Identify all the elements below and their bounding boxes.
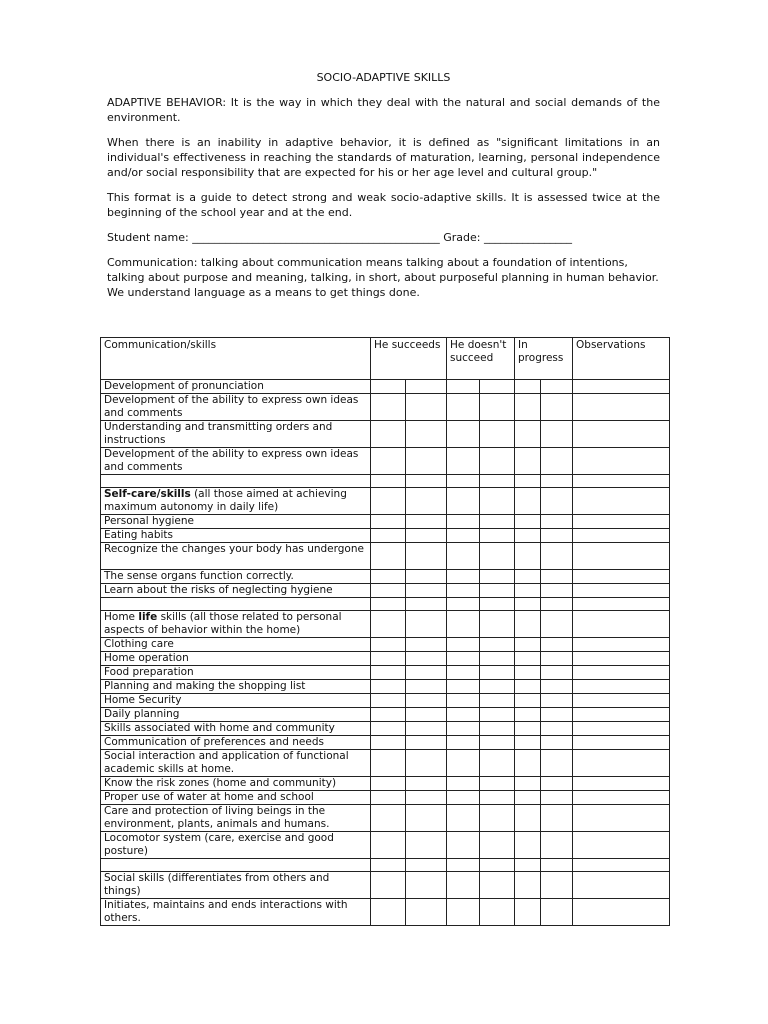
cell[interactable] bbox=[371, 872, 406, 899]
cell[interactable] bbox=[573, 543, 670, 570]
cell[interactable] bbox=[480, 899, 515, 926]
row-label: Understanding and transmitting orders and instructions bbox=[101, 421, 371, 448]
cell[interactable] bbox=[541, 584, 573, 598]
cell[interactable] bbox=[515, 475, 541, 488]
cell[interactable] bbox=[480, 652, 515, 666]
cell[interactable] bbox=[406, 680, 447, 694]
cell[interactable] bbox=[573, 394, 670, 421]
cell[interactable] bbox=[406, 666, 447, 680]
table-row-section-home bbox=[101, 611, 670, 638]
cell[interactable] bbox=[480, 791, 515, 805]
cell[interactable] bbox=[541, 515, 573, 529]
cell[interactable] bbox=[541, 777, 573, 791]
row-label: Planning and making the shopping list bbox=[101, 680, 371, 694]
header-observations: Observations bbox=[573, 338, 670, 380]
cell[interactable] bbox=[515, 488, 541, 515]
cell[interactable] bbox=[515, 736, 541, 750]
cell[interactable] bbox=[447, 543, 480, 570]
cell[interactable] bbox=[573, 899, 670, 926]
grade-blank[interactable]: ________________ bbox=[483, 231, 572, 244]
cell[interactable] bbox=[515, 805, 541, 832]
table-row-blank bbox=[101, 859, 670, 872]
cell[interactable] bbox=[447, 570, 480, 584]
cell[interactable] bbox=[447, 805, 480, 832]
cell[interactable] bbox=[515, 791, 541, 805]
cell[interactable] bbox=[371, 652, 406, 666]
cell[interactable] bbox=[371, 680, 406, 694]
cell[interactable] bbox=[573, 584, 670, 598]
cell[interactable] bbox=[573, 380, 670, 394]
cell[interactable] bbox=[480, 584, 515, 598]
section-desc-home: skills (all those related to personal aspects of behavior within the home) bbox=[104, 611, 342, 636]
cell[interactable] bbox=[406, 529, 447, 543]
cell[interactable] bbox=[406, 859, 447, 872]
cell[interactable] bbox=[541, 708, 573, 722]
cell[interactable] bbox=[515, 598, 541, 611]
cell[interactable] bbox=[573, 475, 670, 488]
cell[interactable] bbox=[573, 722, 670, 736]
cell[interactable] bbox=[447, 598, 480, 611]
cell[interactable] bbox=[573, 736, 670, 750]
cell[interactable] bbox=[480, 570, 515, 584]
cell[interactable] bbox=[371, 791, 406, 805]
cell[interactable] bbox=[541, 859, 573, 872]
cell[interactable] bbox=[480, 380, 515, 394]
cell[interactable] bbox=[371, 543, 406, 570]
cell[interactable] bbox=[406, 899, 447, 926]
row-label: Eating habits bbox=[101, 529, 371, 543]
cell[interactable] bbox=[480, 832, 515, 859]
cell[interactable] bbox=[447, 680, 480, 694]
cell[interactable] bbox=[447, 791, 480, 805]
row-label: Skills associated with home and community bbox=[101, 722, 371, 736]
cell[interactable] bbox=[371, 694, 406, 708]
cell[interactable] bbox=[515, 529, 541, 543]
section-desc-selfcare: (all those aimed at achieving maximum autonomy in daily life) bbox=[104, 488, 347, 513]
cell[interactable] bbox=[406, 570, 447, 584]
cell[interactable] bbox=[447, 750, 480, 777]
cell[interactable] bbox=[371, 708, 406, 722]
skills-table bbox=[100, 337, 670, 926]
cell[interactable] bbox=[406, 722, 447, 736]
cell[interactable] bbox=[371, 736, 406, 750]
cell[interactable] bbox=[447, 475, 480, 488]
table-row bbox=[101, 750, 670, 777]
table-row bbox=[101, 638, 670, 652]
cell[interactable] bbox=[406, 694, 447, 708]
cell[interactable] bbox=[371, 750, 406, 777]
cell[interactable] bbox=[541, 475, 573, 488]
row-label bbox=[101, 611, 371, 638]
cell[interactable] bbox=[480, 777, 515, 791]
cell[interactable] bbox=[480, 543, 515, 570]
cell[interactable] bbox=[447, 722, 480, 736]
cell[interactable] bbox=[480, 394, 515, 421]
cell[interactable] bbox=[541, 722, 573, 736]
cell[interactable] bbox=[406, 652, 447, 666]
row-label: Learn about the risks of neglecting hygiene bbox=[101, 584, 371, 598]
cell[interactable] bbox=[515, 680, 541, 694]
cell[interactable] bbox=[480, 750, 515, 777]
row-label bbox=[101, 475, 371, 488]
row-label: Locomotor system (care, exercise and good posture) bbox=[101, 832, 371, 859]
cell[interactable] bbox=[406, 421, 447, 448]
cell[interactable] bbox=[541, 380, 573, 394]
cell[interactable] bbox=[541, 570, 573, 584]
cell[interactable] bbox=[515, 722, 541, 736]
cell[interactable] bbox=[573, 832, 670, 859]
cell[interactable] bbox=[573, 611, 670, 638]
cell[interactable] bbox=[515, 750, 541, 777]
cell[interactable] bbox=[371, 777, 406, 791]
cell[interactable] bbox=[406, 750, 447, 777]
cell[interactable] bbox=[541, 543, 573, 570]
cell[interactable] bbox=[406, 598, 447, 611]
header-he-succeeds: He succeeds bbox=[371, 338, 447, 380]
table-row bbox=[101, 584, 670, 598]
row-label: Social skills (differentiates from others and things) bbox=[101, 872, 371, 899]
table-row bbox=[101, 394, 670, 421]
table-row bbox=[101, 421, 670, 448]
cell[interactable] bbox=[515, 515, 541, 529]
cell[interactable] bbox=[447, 611, 480, 638]
row-label: Daily planning bbox=[101, 708, 371, 722]
cell[interactable] bbox=[515, 872, 541, 899]
cell[interactable] bbox=[541, 791, 573, 805]
cell[interactable] bbox=[541, 598, 573, 611]
row-label: Development of the ability to express own ideas and comments bbox=[101, 394, 371, 421]
cell[interactable] bbox=[447, 421, 480, 448]
cell[interactable] bbox=[371, 515, 406, 529]
cell[interactable] bbox=[447, 394, 480, 421]
cell[interactable] bbox=[573, 666, 670, 680]
cell[interactable] bbox=[541, 805, 573, 832]
table-row bbox=[101, 680, 670, 694]
cell[interactable] bbox=[573, 791, 670, 805]
cell[interactable] bbox=[573, 708, 670, 722]
table-row bbox=[101, 791, 670, 805]
cell[interactable] bbox=[541, 488, 573, 515]
cell[interactable] bbox=[406, 584, 447, 598]
cell[interactable] bbox=[406, 475, 447, 488]
cell[interactable] bbox=[573, 515, 670, 529]
row-label: Recognize the changes your body has undergone bbox=[101, 543, 371, 570]
row-label: Personal hygiene bbox=[101, 515, 371, 529]
cell[interactable] bbox=[371, 899, 406, 926]
table-row bbox=[101, 722, 670, 736]
cell[interactable] bbox=[541, 694, 573, 708]
cell[interactable] bbox=[447, 872, 480, 899]
cell[interactable] bbox=[541, 448, 573, 475]
cell[interactable] bbox=[406, 777, 447, 791]
cell[interactable] bbox=[573, 805, 670, 832]
paragraph-format: This format is a guide to detect strong and weak socio-adaptive skills. It is assessed twice at the beginning of the school year and at the end. bbox=[107, 191, 660, 219]
cell[interactable] bbox=[371, 488, 406, 515]
cell[interactable] bbox=[515, 777, 541, 791]
cell[interactable] bbox=[447, 638, 480, 652]
cell[interactable] bbox=[371, 832, 406, 859]
cell[interactable] bbox=[371, 475, 406, 488]
cell[interactable] bbox=[573, 598, 670, 611]
student-name-blank[interactable]: _____________________________________________ bbox=[192, 231, 440, 244]
cell[interactable] bbox=[371, 666, 406, 680]
cell[interactable] bbox=[480, 736, 515, 750]
cell[interactable] bbox=[541, 394, 573, 421]
row-label: Communication of preferences and needs bbox=[101, 736, 371, 750]
cell[interactable] bbox=[371, 394, 406, 421]
cell[interactable] bbox=[541, 666, 573, 680]
row-label: Social interaction and application of functional academic skills at home. bbox=[101, 750, 371, 777]
grade-label: Grade: bbox=[443, 231, 481, 244]
cell[interactable] bbox=[406, 448, 447, 475]
cell[interactable] bbox=[447, 652, 480, 666]
cell[interactable] bbox=[480, 666, 515, 680]
cell[interactable] bbox=[541, 736, 573, 750]
cell[interactable] bbox=[447, 448, 480, 475]
cell[interactable] bbox=[480, 515, 515, 529]
cell[interactable] bbox=[447, 666, 480, 680]
cell[interactable] bbox=[447, 899, 480, 926]
section-title-home: Home bbox=[104, 611, 139, 623]
cell[interactable] bbox=[480, 529, 515, 543]
cell[interactable] bbox=[541, 899, 573, 926]
cell[interactable] bbox=[480, 488, 515, 515]
table-row bbox=[101, 543, 670, 570]
cell[interactable] bbox=[480, 694, 515, 708]
cell[interactable] bbox=[541, 638, 573, 652]
cell[interactable] bbox=[573, 777, 670, 791]
cell[interactable] bbox=[406, 638, 447, 652]
cell[interactable] bbox=[480, 421, 515, 448]
cell[interactable] bbox=[480, 872, 515, 899]
cell[interactable] bbox=[406, 515, 447, 529]
cell[interactable] bbox=[371, 570, 406, 584]
cell[interactable] bbox=[406, 736, 447, 750]
cell[interactable] bbox=[447, 529, 480, 543]
cell[interactable] bbox=[406, 708, 447, 722]
cell[interactable] bbox=[447, 694, 480, 708]
cell[interactable] bbox=[371, 598, 406, 611]
cell[interactable] bbox=[515, 666, 541, 680]
cell[interactable] bbox=[515, 652, 541, 666]
cell[interactable] bbox=[480, 859, 515, 872]
cell[interactable] bbox=[515, 394, 541, 421]
section-title-home-bold: life bbox=[138, 611, 158, 623]
cell[interactable] bbox=[371, 380, 406, 394]
cell[interactable] bbox=[480, 638, 515, 652]
cell[interactable] bbox=[406, 488, 447, 515]
row-label: Initiates, maintains and ends interactions with others. bbox=[101, 899, 371, 926]
cell[interactable] bbox=[447, 832, 480, 859]
cell[interactable] bbox=[480, 708, 515, 722]
cell[interactable] bbox=[406, 611, 447, 638]
row-label bbox=[101, 598, 371, 611]
student-name-label: Student name: bbox=[107, 231, 189, 244]
paragraph-adaptive-behavior: ADAPTIVE BEHAVIOR: It is the way in which they deal with the natural and social demands of the environment. bbox=[107, 96, 660, 124]
table-header-row bbox=[101, 338, 670, 380]
cell[interactable] bbox=[573, 448, 670, 475]
table-row bbox=[101, 805, 670, 832]
cell[interactable] bbox=[406, 872, 447, 899]
cell[interactable] bbox=[447, 736, 480, 750]
table-row bbox=[101, 708, 670, 722]
cell[interactable] bbox=[541, 652, 573, 666]
paragraph-communication: Communication: talking about communication means talking about a foundation of intentions, talking about purpose and meaning, talking, in short, about purposeful planning in human behavior. We understand language as a means to get things done. bbox=[107, 256, 659, 299]
cell[interactable] bbox=[447, 777, 480, 791]
row-label: Development of the ability to express own ideas and comments bbox=[101, 448, 371, 475]
cell[interactable] bbox=[573, 529, 670, 543]
table-row bbox=[101, 832, 670, 859]
cell[interactable] bbox=[447, 584, 480, 598]
table-row bbox=[101, 666, 670, 680]
cell[interactable] bbox=[406, 805, 447, 832]
cell[interactable] bbox=[371, 584, 406, 598]
table-row bbox=[101, 899, 670, 926]
table-row bbox=[101, 652, 670, 666]
row-label: Proper use of water at home and school bbox=[101, 791, 371, 805]
cell[interactable] bbox=[406, 832, 447, 859]
cell[interactable] bbox=[573, 638, 670, 652]
cell[interactable] bbox=[371, 448, 406, 475]
cell[interactable] bbox=[480, 611, 515, 638]
table-row bbox=[101, 736, 670, 750]
cell[interactable] bbox=[480, 598, 515, 611]
cell[interactable] bbox=[515, 611, 541, 638]
cell[interactable] bbox=[573, 652, 670, 666]
cell[interactable] bbox=[406, 380, 447, 394]
table-row bbox=[101, 570, 670, 584]
table-row bbox=[101, 694, 670, 708]
row-label: Home operation bbox=[101, 652, 371, 666]
section-title-selfcare: Self-care/skills bbox=[104, 488, 191, 500]
cell[interactable] bbox=[541, 832, 573, 859]
cell[interactable] bbox=[541, 421, 573, 448]
cell[interactable] bbox=[480, 722, 515, 736]
table-row bbox=[101, 515, 670, 529]
cell[interactable] bbox=[371, 722, 406, 736]
cell[interactable] bbox=[406, 394, 447, 421]
cell[interactable] bbox=[371, 529, 406, 543]
cell[interactable] bbox=[573, 570, 670, 584]
row-label: Food preparation bbox=[101, 666, 371, 680]
cell[interactable] bbox=[447, 859, 480, 872]
header-in-progress: In progress bbox=[515, 338, 573, 380]
cell[interactable] bbox=[515, 543, 541, 570]
cell[interactable] bbox=[541, 750, 573, 777]
cell[interactable] bbox=[480, 448, 515, 475]
document-page bbox=[107, 70, 660, 310]
cell[interactable] bbox=[371, 611, 406, 638]
cell[interactable] bbox=[406, 791, 447, 805]
row-label: Care and protection of living beings in the environment, plants, animals and humans. bbox=[101, 805, 371, 832]
cell[interactable] bbox=[406, 543, 447, 570]
cell[interactable] bbox=[515, 638, 541, 652]
cell[interactable] bbox=[515, 448, 541, 475]
cell[interactable] bbox=[515, 421, 541, 448]
cell[interactable] bbox=[515, 832, 541, 859]
row-label: Clothing care bbox=[101, 638, 371, 652]
cell[interactable] bbox=[371, 805, 406, 832]
cell[interactable] bbox=[447, 515, 480, 529]
row-label: Development of pronunciation bbox=[101, 380, 371, 394]
cell[interactable] bbox=[371, 638, 406, 652]
cell[interactable] bbox=[573, 859, 670, 872]
cell[interactable] bbox=[541, 680, 573, 694]
document-title: SOCIO-ADAPTIVE SKILLS bbox=[316, 71, 451, 84]
cell[interactable] bbox=[515, 584, 541, 598]
cell[interactable] bbox=[515, 380, 541, 394]
row-label: Know the risk zones (home and community) bbox=[101, 777, 371, 791]
cell[interactable] bbox=[447, 708, 480, 722]
cell[interactable] bbox=[573, 872, 670, 899]
cell[interactable] bbox=[573, 680, 670, 694]
row-label: The sense organs function correctly. bbox=[101, 570, 371, 584]
cell[interactable] bbox=[480, 680, 515, 694]
cell[interactable] bbox=[541, 872, 573, 899]
table-row bbox=[101, 872, 670, 899]
cell[interactable] bbox=[447, 380, 480, 394]
cell[interactable] bbox=[371, 859, 406, 872]
paragraph-inability: When there is an inability in adaptive behavior, it is defined as "significant limitations in an individual's effectiveness in reaching the standards of maturation, learning, personal independence and/or social responsibility that are expected for his or her age level and cultural group." bbox=[107, 136, 660, 179]
table-row bbox=[101, 777, 670, 791]
cell[interactable] bbox=[573, 488, 670, 515]
table-row bbox=[101, 529, 670, 543]
cell[interactable] bbox=[515, 859, 541, 872]
cell[interactable] bbox=[573, 694, 670, 708]
cell[interactable] bbox=[480, 475, 515, 488]
cell[interactable] bbox=[573, 421, 670, 448]
table-row bbox=[101, 448, 670, 475]
cell[interactable] bbox=[573, 750, 670, 777]
table-row-blank bbox=[101, 598, 670, 611]
row-label bbox=[101, 859, 371, 872]
header-communication-skills: Communication/skills bbox=[101, 338, 371, 380]
table-row bbox=[101, 380, 670, 394]
cell[interactable] bbox=[480, 805, 515, 832]
table-row-section-selfcare bbox=[101, 488, 670, 515]
row-label: Home Security bbox=[101, 694, 371, 708]
cell[interactable] bbox=[371, 421, 406, 448]
row-label bbox=[101, 488, 371, 515]
cell[interactable] bbox=[515, 694, 541, 708]
cell[interactable] bbox=[515, 899, 541, 926]
cell[interactable] bbox=[515, 708, 541, 722]
cell[interactable] bbox=[541, 529, 573, 543]
cell[interactable] bbox=[447, 488, 480, 515]
cell[interactable] bbox=[515, 570, 541, 584]
student-grade-line bbox=[107, 230, 660, 245]
header-he-doesnt-succeed: He doesn't succeed bbox=[447, 338, 515, 380]
cell[interactable] bbox=[541, 611, 573, 638]
table-row-blank bbox=[101, 475, 670, 488]
